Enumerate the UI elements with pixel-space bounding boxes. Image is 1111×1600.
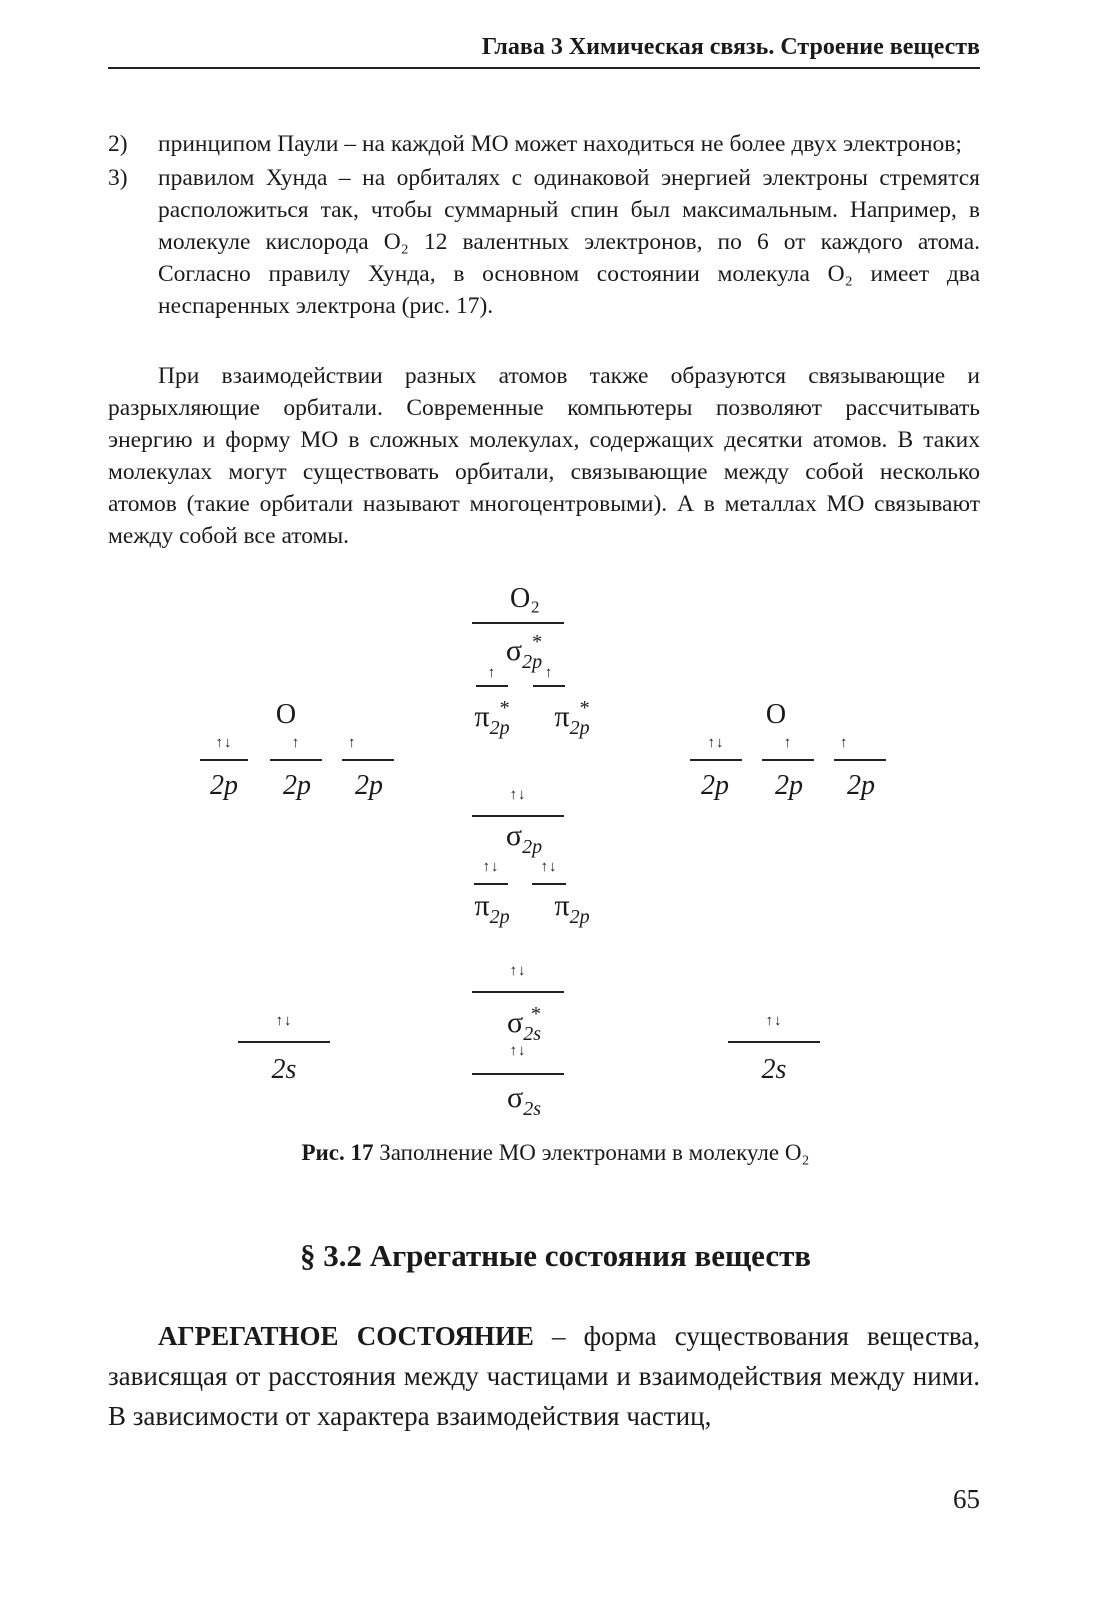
mo-diagram [0,575,1111,1130]
orbital-sigma-2s-bonding [472,1043,564,1077]
label-sigma-2s: $\sigma_{2s}$ [507,1081,541,1120]
label-pi-2p: $\pi_{2p}$ [554,889,590,928]
right-2p-label: 2p [847,770,875,801]
label-sigma-2p-star: $\sigma_{2p}^*$ [505,631,543,673]
label-sigma-2s-star: $\sigma_{2s}^*$ [507,1003,541,1045]
label-pi-2p-star: $\pi_{2p}^*$ [554,697,590,739]
left-atom-label: O [275,699,297,730]
electron-arrow: ↑ [348,735,357,751]
electron-arrow: ↑↓ [275,1013,293,1029]
figure-caption [0,1140,1111,1166]
electron-arrow: ↑↓ [215,735,233,751]
electron-arrow: ↑ [840,735,849,751]
right-2s-orbital [728,1013,820,1043]
electron-arrow: ↑↓ [509,1043,527,1059]
body-paragraph: При взаимодействии разных атомов также образуются связывающие и разрыхляющие орбитали. Современные компьютеры позволяют рассчитывать энергию и форму МО в сложных молекулах, содержащих десятки атомов. В таких молекулах могут существовать орбитали, связывающие между собой несколько атомов (такие орбитали называют многоцентровыми). А в металлах МО связывают между собой все атомы. [108,363,980,549]
orbital-pi-2p-antibonding-1 [476,665,508,689]
left-2s-orbital [238,1013,330,1043]
orbital-pi-2p-bonding-2 [532,859,566,887]
caption-text: Заполнение МО электронами в молекуле O₂ [373,1140,810,1165]
right-2p-orbital [762,735,814,761]
list-item [108,162,980,322]
right-atom-label: O [765,699,787,730]
electron-arrow: ↑ [487,665,497,681]
orbital-sigma-2p-bonding [472,787,564,817]
left-2p-orbital [270,735,322,761]
electron-arrow: ↑↓ [509,787,527,803]
numbered-list [108,128,980,324]
defined-term: АГРЕГАТНОЕ СОСТОЯНИЕ [158,1321,534,1351]
left-2s-label: 2s [271,1054,297,1085]
caption-label: Рис. 17 [301,1140,374,1165]
list-item [108,128,980,160]
molecule-label: O₂ [510,583,540,614]
list-number: 2) [108,131,128,157]
electron-arrow: ↑↓ [707,735,725,751]
right-2p-label: 2p [701,770,729,801]
right-2p-orbital [690,735,742,761]
definition-text: – форма существования вещества, зависящая от расстояния между частицами и взаимодействия между ними. В зависимости от характера взаимодействия частиц, [108,1321,980,1431]
list-text: принципом Паули – на каждой МО может находиться не более двух электронов; [158,131,962,157]
section-title: § 3.2 Агрегатные состояния веществ [299,1238,812,1273]
list-text: правилом Хунда – на орбиталях с одинаковой энергией электроны стремятся расположиться так, чтобы суммарный спин был максимальным. Например, в молекуле кислорода O₂ 12 валентных электронов, по 6 от каждого атома. Согласно правилу Хунда, в основном состоянии молекула O₂ имеет два неспаренных электрона (рис. 17). [158,165,980,319]
right-2p-orbital [834,735,886,761]
electron-arrow: ↑ [783,735,793,751]
electron-arrow: ↑↓ [509,963,527,979]
label-pi-2p: $\pi_{2p}$ [474,889,510,928]
right-2p-label: 2p [775,770,803,801]
running-header: Глава 3 Химическая связь. Строение веществ [108,34,980,69]
left-2p-label: 2p [210,770,238,801]
left-2p-label: 2p [355,770,383,801]
electron-arrow: ↑ [544,665,554,681]
orbital-pi-2p-antibonding-2 [533,665,565,689]
orbital-sigma-2s-antibonding [472,963,564,993]
right-2s-label: 2s [761,1054,787,1085]
electron-arrow: ↑↓ [540,859,558,875]
electron-arrow: ↑ [291,735,301,751]
list-number: 3) [108,165,128,191]
left-2p-orbital [342,735,394,761]
label-pi-2p-star: $\pi_{2p}^*$ [474,697,510,739]
left-2p-orbital [200,735,248,761]
orbital-pi-2p-bonding-1 [474,859,508,887]
left-2p-label: 2p [283,770,311,801]
label-sigma-2p: $\sigma_{2p}$ [505,819,543,858]
definition-paragraph [108,1316,980,1436]
page-number: 65 [953,1484,980,1514]
electron-arrow: ↑↓ [765,1013,783,1029]
electron-arrow: ↑↓ [482,859,500,875]
